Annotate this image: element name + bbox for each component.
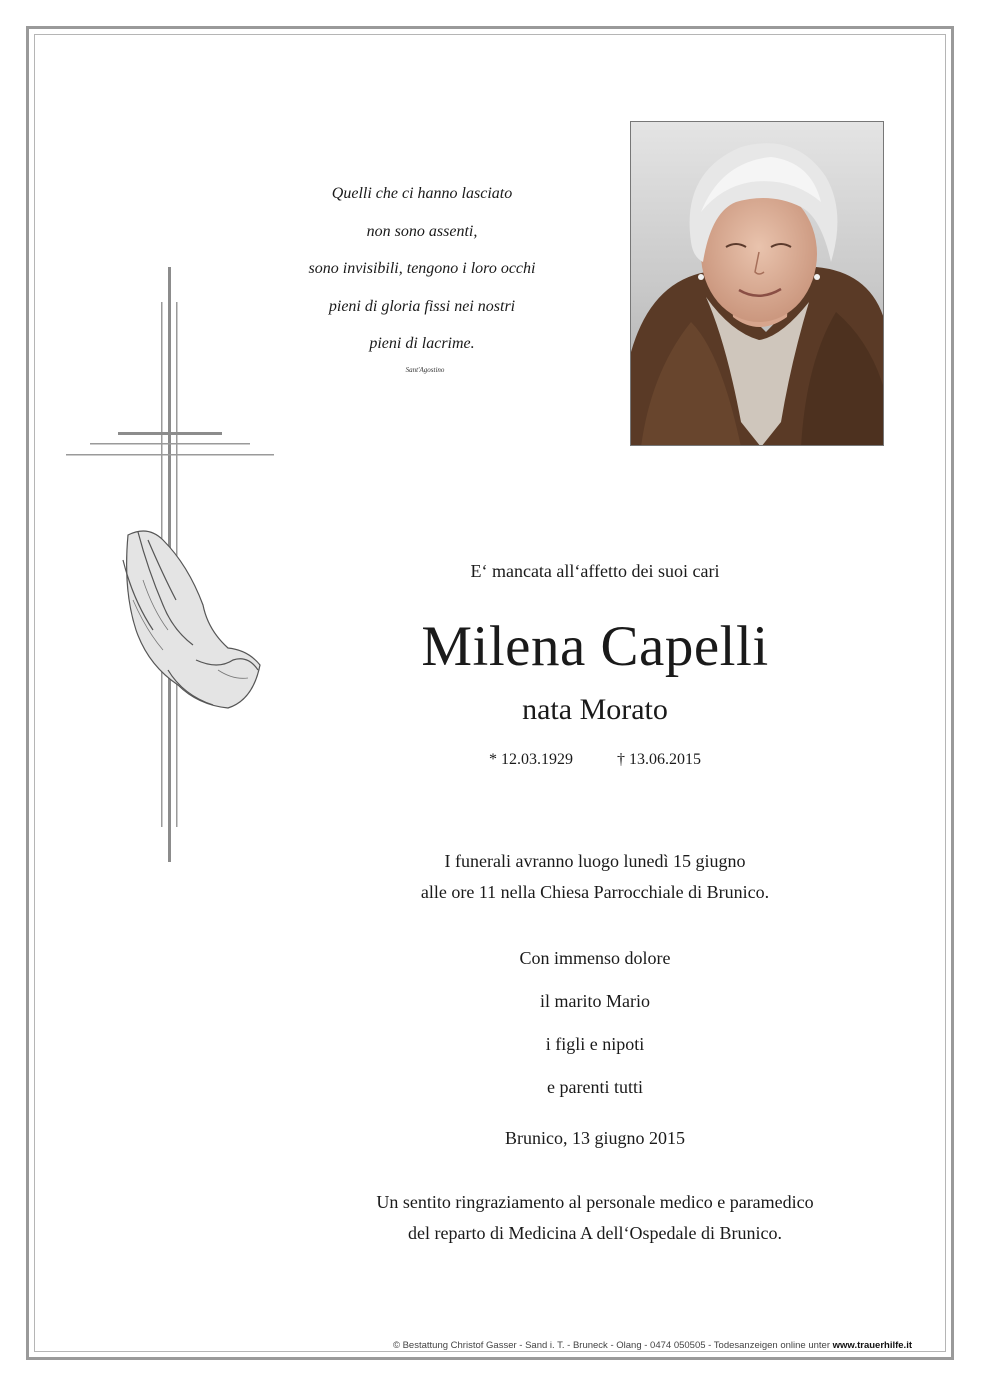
family-line: Con immenso dolore: [519, 948, 671, 968]
thanks-line: Un sentito ringraziamento al personale medico e paramedico: [376, 1192, 814, 1212]
family-line: i figli e nipoti: [545, 1034, 645, 1054]
deceased-name: Milena Capelli: [421, 615, 769, 678]
footer: [200, 1340, 912, 1351]
quote-block: [262, 175, 582, 363]
family-block: [300, 937, 890, 1109]
funeral-info: [300, 846, 890, 908]
funeral-line: I funerali avranno luogo lunedì 15 giugno: [444, 851, 746, 871]
footer-text: © Bestattung Christof Gasser - Sand i. T. - Bruneck - Olang - 0474 050505 - Todesanzeigen online unter: [392, 1340, 833, 1351]
quote-line: non sono assenti,: [366, 222, 478, 240]
birth-date: * 12.03.1929: [489, 751, 573, 768]
death-date: † 13.06.2015: [617, 751, 701, 768]
place-date: Brunico, 13 giugno 2015: [505, 1128, 685, 1148]
family-line: e parenti tutti: [547, 1077, 643, 1097]
portrait-photo: [630, 121, 884, 446]
thanks-line: del reparto di Medicina A dell‘Ospedale di Brunico.: [408, 1223, 782, 1243]
praying-hands-icon: [108, 520, 268, 720]
life-dates: [300, 751, 890, 769]
funeral-line: alle ore 11 nella Chiesa Parrocchiale di Brunico.: [420, 882, 770, 902]
quote-line: sono invisibili, tengono i loro occhi: [308, 260, 536, 277]
quote-line: Quelli che ci hanno lasciato: [331, 185, 513, 202]
family-line: il marito Mario: [540, 991, 650, 1011]
footer-site-link[interactable]: www.trauerhilfe.it: [832, 1340, 912, 1351]
thanks-block: [300, 1187, 890, 1249]
quote-line: pieni di gloria fissi nei nostri: [328, 297, 516, 315]
maiden-name: nata Morato: [522, 693, 668, 726]
quote-line: pieni di lacrime.: [369, 335, 475, 352]
intro-text: E‘ mancata all‘affetto dei suoi cari: [470, 561, 720, 581]
quote-author: Sant'Agostino: [405, 366, 445, 374]
